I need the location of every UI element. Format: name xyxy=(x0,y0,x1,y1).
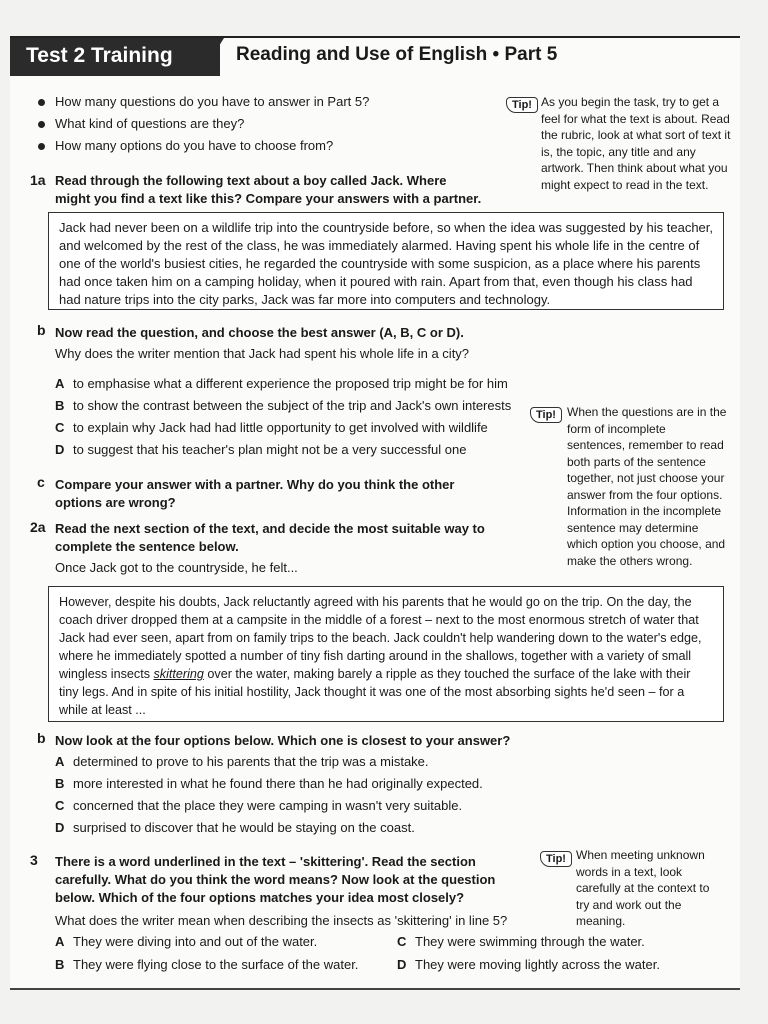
bullet-item: What kind of questions are they? xyxy=(38,113,478,135)
tip-text-3: When meeting unknown words in a text, look carefully at the context to try and work out the meaning. xyxy=(576,848,710,928)
option-b[interactable]: B They were flying close to the surface of the water. xyxy=(55,957,359,972)
option-d[interactable]: D They were moving lightly across the water. xyxy=(397,957,660,972)
bullet-icon xyxy=(38,143,45,150)
question-number-1b: b xyxy=(37,322,46,338)
question-2a-stem: Once Jack got to the countryside, he felt... xyxy=(55,560,298,575)
question-number-1c: c xyxy=(37,474,45,490)
question-1c-instruction: Compare your answer with a partner. Why do you think the other options are wrong? xyxy=(55,477,455,510)
option-b[interactable]: B to show the contrast between the subject of the trip and Jack's own interests xyxy=(55,398,512,413)
tip-badge-3: Tip! xyxy=(540,849,572,867)
question-number-2b: b xyxy=(37,730,46,746)
option-c[interactable]: C They were swimming through the water. xyxy=(397,934,645,949)
passage-1: Jack had never been on a wildlife trip into the countryside before, so when the idea was suggested by his teacher, and welcomed by the rest of the class, he was immediately alarmed. Having spent his whole life in the centre of one of the world's busiest cities, he regarded the countryside with some suspicion, as a place where his parents had once taken him on a camping holiday, when it poured with rain. Apart from that, even though his class had had nature trips into the city parks, Jack was far more into computers and technology. xyxy=(48,212,724,310)
test-label: Test 2 Training xyxy=(26,44,173,67)
question-1a-instruction: Read through the following text about a boy called Jack. Where might you find a text like this? Compare your answers with a partner. xyxy=(55,173,482,206)
bullet-item: How many options do you have to choose from? xyxy=(38,135,478,157)
tip-badge-2: Tip! xyxy=(530,405,562,423)
question-2b-instruction: Now look at the four options below. Which one is closest to your answer? xyxy=(55,733,511,748)
test-label-banner xyxy=(10,38,220,76)
bullet-icon xyxy=(38,99,45,106)
question-1b-instruction: Now read the question, and choose the best answer (A, B, C or D). xyxy=(55,325,464,340)
section-title: Reading and Use of English • Part 5 xyxy=(236,44,558,65)
tip-text-2: When the questions are in the form of incomplete sentences, remember to read both parts of the sentence together, not just choose your answer from the four options. Information in the incomplete sentence may determine which option you choose, and make the others wrong. xyxy=(567,405,727,568)
question-number-2a: 2a xyxy=(30,519,46,535)
question-2b-options xyxy=(55,751,555,839)
banner-tail xyxy=(200,38,224,76)
question-number-3: 3 xyxy=(30,852,38,868)
question-3-instruction: There is a word underlined in the text – 'skittering'. Read the section carefully. What do you think the word means? Now look at the question below. Which of the four options matches your idea most closely? xyxy=(55,854,496,905)
bullet-icon xyxy=(38,121,45,128)
passage-2: However, despite his doubts, Jack reluctantly agreed with his parents that he would go on the trip. On the day, the coach driver dropped them at a campsite in the middle of a forest – next to the most enormous stretch of water that Jack had ever seen, apart from on family trips to the beach. Jack couldn't help wandering down to the water's edge, where he immediately spotted a number of tiny fish darting around in the shallows, together with a variety of small wingless insects skittering over the water, making barely a ripple as they touched the surface of the lake with their tiny legs. And in spite of his initial hostility, Jack thought it was one of the most absorbing sights he'd seen – for a while at least ... xyxy=(48,586,724,722)
underlined-word-skittering: skittering xyxy=(153,667,204,681)
bullet-item: How many questions do you have to answer in Part 5? xyxy=(38,91,478,113)
option-d[interactable]: D surprised to discover that he would be staying on the coast. xyxy=(55,820,415,835)
tip-badge-1: Tip! xyxy=(506,95,538,113)
tip-text-1: As you begin the task, try to get a feel for what the text is about. Read the rubric, look at what sort of text it is, the topic, any title and any artwork. Then think about what you might expect to read in the text. xyxy=(541,95,731,192)
option-d[interactable]: D to suggest that his teacher's plan might not be a very successful one xyxy=(55,442,467,457)
option-a[interactable]: A to emphasise what a different experience the proposed trip might be for him xyxy=(55,376,508,391)
option-b[interactable]: B more interested in what he found there than he had originally expected. xyxy=(55,776,483,791)
intro-bullets xyxy=(38,91,478,157)
option-c[interactable]: C to explain why Jack had had little opportunity to get involved with wildlife xyxy=(55,420,488,435)
option-a[interactable]: A determined to prove to his parents that the trip was a mistake. xyxy=(55,754,429,769)
question-1b-options xyxy=(55,373,525,461)
question-1b-stem: Why does the writer mention that Jack had spent his whole life in a city? xyxy=(55,346,470,361)
question-2a-instruction: Read the next section of the text, and decide the most suitable way to complete the sentence below. xyxy=(55,521,485,554)
question-number-1a: 1a xyxy=(30,172,46,188)
option-c[interactable]: C concerned that the place they were camping in wasn't very suitable. xyxy=(55,798,463,813)
option-a[interactable]: A They were diving into and out of the water. xyxy=(55,934,318,949)
question-3-stem: What does the writer mean when describing the insects as 'skittering' in line 5? xyxy=(55,913,508,928)
